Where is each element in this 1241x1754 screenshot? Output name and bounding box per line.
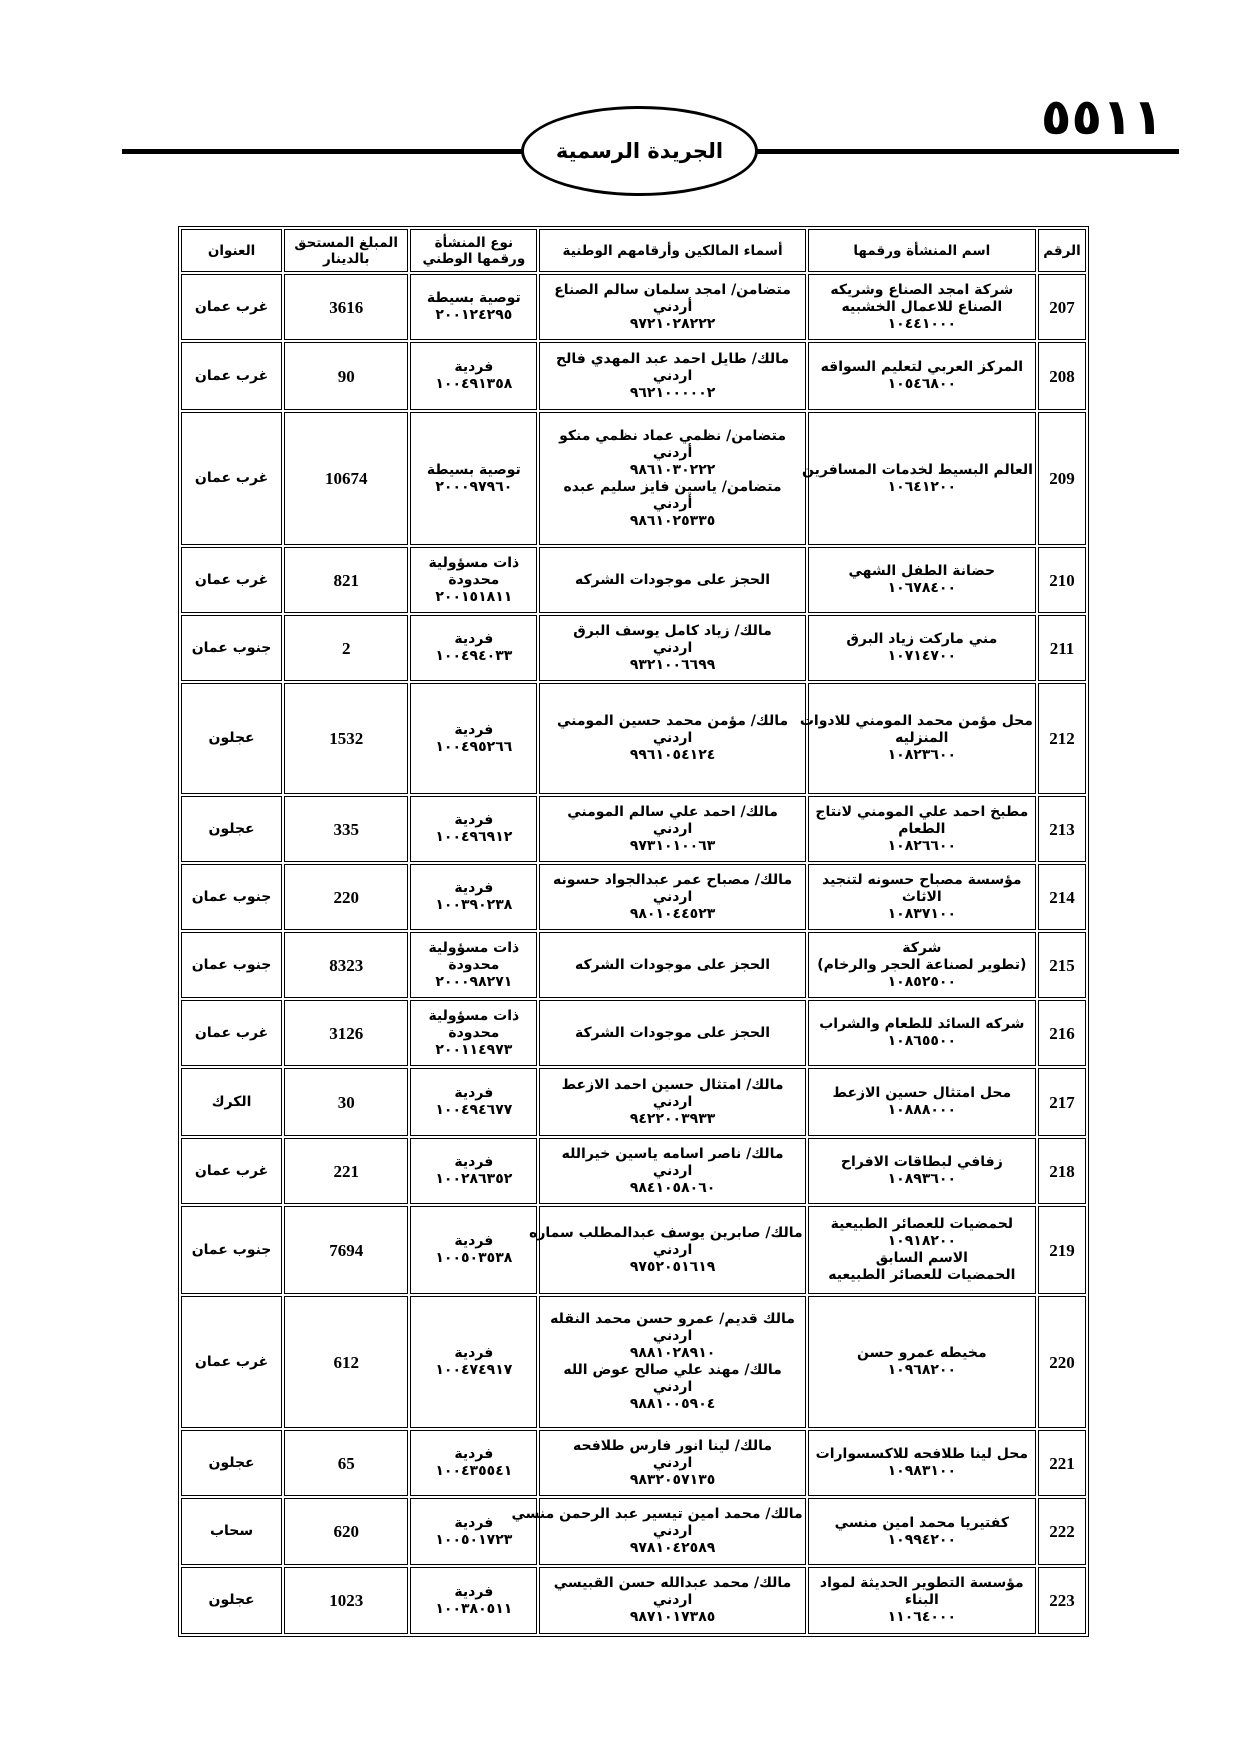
owners-line: اردني [652, 1523, 693, 1539]
cell-number: 223 [1038, 1567, 1086, 1634]
cell-address: غرب عمان [181, 274, 282, 340]
cell-owners [539, 1138, 805, 1204]
type-line: ١٠٠٥٠٣٥٣٨ [435, 1250, 513, 1266]
cell-owners [539, 1296, 805, 1428]
type-line: ١٠٠٤٧٤٩١٧ [435, 1362, 513, 1378]
owners-line: ٩٣٢١٠٠٦٦٩٩ [629, 656, 716, 673]
type-line: فردية [454, 1514, 494, 1531]
owners-line: ٩٨٧١٠١٧٣٨٥ [629, 1609, 716, 1625]
cell-owners [539, 547, 805, 613]
type-line: فردية [454, 1345, 494, 1361]
cell-owners [539, 615, 805, 681]
owners-line: مالك/ محمد امين تيسير عبد الرحمن منسي [511, 1506, 803, 1522]
cell-address: الكرك [181, 1068, 282, 1136]
cell-name [808, 1296, 1036, 1428]
cell-number: 219 [1038, 1206, 1086, 1294]
owners-line: ٩٤٢٢٠٠٣٩٣٣ [629, 1110, 716, 1127]
owners-line: مالك/ مهند علي صالح عوض الله [563, 1362, 782, 1378]
type-line: فردية [454, 880, 494, 896]
table-header [181, 229, 1086, 272]
name-line: ١٠٨٢٦٦٠٠ [887, 837, 956, 854]
table-row [181, 1498, 1086, 1565]
name-line: الصناع للاعمال الخشبيه [841, 298, 1003, 315]
name-line: شركه السائد للطعام والشراب [819, 1016, 1025, 1032]
name-line: ١٠٩١٨٢٠٠ [887, 1233, 956, 1249]
column-header-owners [539, 229, 805, 272]
cell-type [410, 1000, 537, 1066]
cell-name [808, 1068, 1036, 1136]
table-body [181, 274, 1086, 1634]
cell-type [410, 412, 537, 545]
cell-address: عجلون [181, 1430, 282, 1496]
cell-name [808, 1000, 1036, 1066]
cell-address: جنوب عمان [181, 1206, 282, 1294]
cell-name [808, 1498, 1036, 1565]
cell-address: غرب عمان [181, 1000, 282, 1066]
cell-name [808, 547, 1036, 613]
name-line: زفافي لبطاقات الافراح [840, 1154, 1003, 1170]
name-line: ١٠٨٦٥٥٠٠ [887, 1033, 956, 1049]
cell-owners [539, 796, 805, 862]
owners-line: ٩٨٦١٠٣٠٢٢٢ [629, 461, 716, 478]
cell-number: 212 [1038, 683, 1086, 794]
type-line: توصية بسيطة [426, 290, 521, 306]
table-row [181, 683, 1086, 794]
owners-line: أردني [652, 298, 693, 315]
owners-line: ٩٨٤١٠٥٨٠٦٠ [629, 1179, 716, 1196]
column-header-address [181, 229, 282, 272]
cell-amount: 65 [284, 1430, 408, 1496]
name-line: حضانة الطفل الشهي [848, 563, 996, 579]
type-line: ١٠٠٣٩٠٢٣٨ [435, 897, 513, 913]
cell-name [808, 1430, 1036, 1496]
column-header-line: الرقم [1043, 242, 1081, 259]
cell-type [410, 1296, 537, 1428]
cell-amount: 220 [284, 864, 408, 930]
table-row [181, 864, 1086, 930]
name-line: كفتيريا محمد امين منسي [834, 1514, 1009, 1531]
type-line: فردية [454, 631, 494, 647]
name-line: الحمضيات للعصائر الطبيعيه [828, 1267, 1016, 1283]
table-row [181, 796, 1086, 862]
name-line: مطبخ احمد علي المومني لانتاج [815, 803, 1029, 820]
cell-amount: 335 [284, 796, 408, 862]
name-line: ١٠٤٤١٠٠٠ [887, 315, 956, 332]
owners-line: مالك/ طايل احمد عبد المهدي فالح [556, 350, 790, 367]
type-line: ١٠٠٤٩٥٢٦٦ [435, 738, 513, 755]
table-row [181, 547, 1086, 613]
column-header-line: اسم المنشأة ورقمها [853, 242, 991, 259]
cell-number: 210 [1038, 547, 1086, 613]
table-row [181, 1138, 1086, 1204]
header-row [181, 229, 1086, 272]
cell-type [410, 274, 537, 340]
type-line: ٢٠٠٠٩٨٢٧١ [435, 973, 513, 990]
name-line: محل امتثال حسين الازعط [832, 1085, 1012, 1101]
cell-number: 208 [1038, 342, 1086, 410]
name-line: العالم البسيط لخدمات المسافرين [802, 461, 1033, 478]
cell-amount: 821 [284, 547, 408, 613]
cell-name [808, 615, 1036, 681]
cell-amount: 221 [284, 1138, 408, 1204]
type-line: ١٠٠٤٩٤٦٧٧ [435, 1102, 513, 1118]
cell-name [808, 1567, 1036, 1634]
name-line: محل لينا طلافحه للاكسسوارات [815, 1446, 1029, 1462]
type-line: فردية [454, 1085, 494, 1101]
column-header-amount [284, 229, 408, 272]
cell-number: 216 [1038, 1000, 1086, 1066]
owners-line: اردني [652, 367, 693, 384]
cell-name [799, 683, 1036, 794]
owners-line: اردني [652, 1379, 693, 1395]
cell-amount: 8323 [284, 932, 408, 998]
owners-line: الحجز على موجودات الشركه [575, 956, 771, 973]
owners-line: اردني [652, 820, 693, 837]
type-line: فردية [454, 1154, 494, 1170]
type-line: ٢٠٠١١٤٩٧٣ [435, 1041, 513, 1058]
gazette-masthead-oval [521, 106, 758, 196]
cell-address: جنوب عمان [181, 864, 282, 930]
cell-number: 207 [1038, 274, 1086, 340]
owners-line: ٩٨٨١٠٠٥٩٠٤ [629, 1396, 716, 1412]
name-line: البناء [904, 1592, 939, 1608]
type-line: ٢٠٠٠٩٧٩٦٠ [435, 478, 513, 495]
owners-line: ٩٩٦١٠٥٤١٢٤ [629, 747, 716, 763]
owners-line: متضامن/ امجد سلمان سالم الصناع [554, 281, 791, 298]
type-line: توصية بسيطة [426, 461, 521, 478]
type-line: ١٠٠٣٨٠٥١١ [435, 1600, 513, 1617]
owners-line: اردني [652, 1328, 693, 1344]
cell-type [410, 932, 537, 998]
cell-address: غرب عمان [181, 1138, 282, 1204]
owners-line: ٩٦٢١٠٠٠٠٠٢ [629, 384, 716, 401]
gazette-title: الجريدة الرسمية [555, 139, 724, 163]
cell-address: عجلون [181, 796, 282, 862]
name-line: محل مؤمن محمد المومني للادوات [799, 713, 1033, 729]
type-line: فردية [454, 1583, 494, 1600]
table-row [181, 1206, 1086, 1294]
cell-amount: 1532 [284, 683, 408, 794]
cell-address: جنوب عمان [181, 932, 282, 998]
owners-line: مالك/ ناصر اسامه ياسين خيرالله [561, 1145, 784, 1162]
name-line: المركز العربي لتعليم السواقه [820, 359, 1024, 375]
owners-line: اردني [652, 1162, 693, 1179]
table-row [181, 615, 1086, 681]
column-header-line: المبلغ المستحق [294, 234, 398, 251]
table-row [181, 412, 1086, 545]
registry-table-container [178, 226, 1089, 1637]
owners-line: مالك/ زياد كامل يوسف البرق [573, 622, 772, 639]
owners-line: مالك/ احمد علي سالم المومني [567, 803, 778, 820]
name-line: مؤسسة مصباح حسونه لتنجيد [822, 871, 1022, 888]
cell-number: 213 [1038, 796, 1086, 862]
cell-amount: 620 [284, 1498, 408, 1565]
name-line: ١٠٨٣٧١٠٠ [887, 905, 956, 922]
cell-address: غرب عمان [181, 1296, 282, 1428]
cell-name [808, 932, 1036, 998]
cell-address: غرب عمان [181, 547, 282, 613]
owners-line: ٩٨٨١٠٢٨٩١٠ [629, 1345, 716, 1361]
cell-address: سحاب [181, 1498, 282, 1565]
cell-number: 217 [1038, 1068, 1086, 1136]
owners-line: اردني [652, 730, 693, 746]
cell-type [410, 615, 537, 681]
name-line: ١٠٨٥٢٥٠٠ [887, 973, 956, 990]
owners-line: مالك/ صابرين يوسف عبدالمطلب سماره [529, 1224, 803, 1241]
cell-type [410, 1068, 537, 1136]
cell-owners [539, 1430, 805, 1496]
type-line: ١٠٠٢٨٦٣٥٢ [435, 1171, 513, 1187]
type-line: ٢٠٠١٥١٨١١ [435, 588, 513, 605]
type-line: ١٠٠٤٩١٣٥٨ [435, 376, 513, 392]
owners-line: مالك/ مؤمن محمد حسين المومني [556, 713, 789, 729]
cell-number: 209 [1038, 412, 1086, 545]
cell-amount: 7694 [284, 1206, 408, 1294]
type-line: ذات مسؤولية [428, 939, 520, 956]
cell-type [410, 864, 537, 930]
cell-amount: 10674 [284, 412, 408, 545]
cell-owners [539, 342, 805, 410]
owners-line: ٩٧٢١٠٢٨٢٢٢ [629, 315, 716, 332]
cell-owners [539, 683, 805, 794]
type-line: فردية [454, 812, 494, 828]
cell-number: 222 [1038, 1498, 1086, 1565]
type-line: ٢٠٠١٢٤٢٩٥ [435, 307, 513, 323]
column-header-type [410, 229, 537, 272]
type-line: ١٠٠٤٩٦٩١٢ [435, 829, 513, 845]
cell-owners [539, 412, 805, 545]
type-line: فردية [454, 1233, 494, 1249]
name-line: ١٠٩٩٤٢٠٠ [887, 1531, 956, 1548]
page-number: ٥٥١١ [1040, 88, 1163, 146]
cell-type [410, 1567, 537, 1634]
column-header-line: ورقمها الوطني [422, 250, 526, 267]
owners-line: ٩٧٨١٠٤٢٥٨٩ [629, 1540, 716, 1556]
column-header-line: بالدينار [322, 250, 370, 267]
name-line: ١٠٨٩٣٦٠٠ [887, 1171, 956, 1187]
cell-name [808, 1138, 1036, 1204]
cell-name [802, 412, 1036, 545]
table-row [181, 274, 1086, 340]
table-row [181, 1296, 1086, 1428]
cell-type [410, 1206, 537, 1294]
cell-number: 215 [1038, 932, 1086, 998]
table-row [181, 1430, 1086, 1496]
type-line: محدودة [448, 1024, 500, 1041]
name-line: لحمضيات للعصائر الطبيعية [830, 1216, 1014, 1232]
name-line: ١٠٥٤٦٨٠٠ [887, 376, 956, 392]
cell-owners [539, 864, 805, 930]
type-line: فردية [454, 1446, 494, 1462]
owners-line: متضامن/ ياسين فايز سليم عبده [563, 478, 782, 495]
owners-line: اردني [652, 1093, 693, 1110]
name-line: الطعام [898, 820, 946, 837]
owners-line: أردني [652, 444, 693, 461]
cell-owners [539, 1000, 805, 1066]
table-row [181, 1068, 1086, 1136]
owners-line: ٩٧٣١٠١٠٠٦٣ [629, 837, 716, 854]
name-line: ١٠٩٨٣١٠٠ [887, 1463, 956, 1479]
table-row [181, 1567, 1086, 1634]
cell-address: غرب عمان [181, 342, 282, 410]
cell-type [410, 1138, 537, 1204]
cell-type [410, 1430, 537, 1496]
cell-amount: 3616 [284, 274, 408, 340]
name-line: ١٠٨٢٣٦٠٠ [887, 747, 956, 763]
table-row [181, 1000, 1086, 1066]
cell-name [808, 796, 1036, 862]
column-header-line: أسماء المالكين وأرقامهم الوطنية [562, 242, 783, 259]
cell-address: عجلون [181, 683, 282, 794]
owners-line: ٩٨٦١٠٢٥٣٣٥ [629, 512, 716, 529]
type-line: ذات مسؤولية [428, 1007, 520, 1024]
owners-line: ٩٨٠١٠٤٤٥٢٣ [629, 905, 716, 922]
type-line: ١٠٠٤٩٤٠٣٣ [435, 648, 513, 664]
type-line: محدودة [448, 571, 500, 588]
owners-line: اردني [652, 1454, 693, 1471]
owners-line: اردني [652, 639, 693, 656]
cell-type [410, 796, 537, 862]
cell-amount: 30 [284, 1068, 408, 1136]
owners-line: اردني [652, 888, 693, 905]
cell-owners [539, 1567, 805, 1634]
owners-line: ٩٨٣٢٠٥٧١٣٥ [629, 1471, 716, 1488]
owners-line: مالك/ امتثال حسين احمد الازعط [561, 1076, 784, 1093]
cell-type [410, 342, 537, 410]
cell-number: 211 [1038, 615, 1086, 681]
name-line: ١٠٨٨٨٠٠٠ [887, 1102, 956, 1118]
cell-address: جنوب عمان [181, 615, 282, 681]
type-line: ١٠٠٤٣٥٥٤١ [435, 1463, 513, 1479]
name-line: مخيطه عمرو حسن [857, 1345, 987, 1361]
type-line: فردية [454, 721, 494, 738]
cell-number: 220 [1038, 1296, 1086, 1428]
owners-line: مالك/ مصباح عمر عبدالجواد حسونه [552, 871, 793, 888]
cell-number: 218 [1038, 1138, 1086, 1204]
cell-amount: 3126 [284, 1000, 408, 1066]
name-line: ١٠٧١٤٧٠٠ [887, 648, 956, 664]
owners-line: مالك/ لينا انور فارس طلافحه [573, 1437, 773, 1454]
cell-owners [539, 1068, 805, 1136]
name-line: (تطوير لصناعة الحجر والرخام) [817, 956, 1027, 973]
type-line: ذات مسؤولية [428, 554, 520, 571]
cell-owners [511, 1498, 805, 1565]
type-line: فردية [454, 359, 494, 375]
name-line: ١٠٦٧٨٤٠٠ [887, 580, 956, 596]
table-row [181, 342, 1086, 410]
name-line: مني ماركت زياد البرق [846, 631, 998, 647]
cell-address: عجلون [181, 1567, 282, 1634]
cell-number: 214 [1038, 864, 1086, 930]
owners-line: أردني [652, 495, 693, 512]
owners-line: اردني [652, 1241, 693, 1258]
name-line: شركة [902, 939, 942, 956]
name-line: شركة امجد الصناع وشريكه [830, 281, 1014, 298]
type-line: ١٠٠٥٠١٧٢٣ [435, 1531, 513, 1548]
type-line: محدودة [448, 956, 500, 973]
cell-amount: 612 [284, 1296, 408, 1428]
owners-line: اردني [652, 1592, 693, 1608]
name-line: الاثاث [901, 888, 942, 905]
cell-amount: 2 [284, 615, 408, 681]
cell-owners [529, 1206, 805, 1294]
name-line: الاسم السابق [875, 1250, 968, 1266]
name-line: ١١٠٦٤٠٠٠ [887, 1609, 956, 1625]
cell-name [808, 1206, 1036, 1294]
column-header-line: العنوان [207, 242, 256, 259]
name-line: مؤسسة التطوير الحديثة لمواد [819, 1575, 1024, 1591]
cell-name [808, 864, 1036, 930]
owners-line: مالك/ محمد عبدالله حسن القبيسي [553, 1575, 792, 1591]
cell-type [410, 683, 537, 794]
owners-line: ٩٧٥٢٠٥١٦١٩ [629, 1258, 716, 1275]
table-row [181, 932, 1086, 998]
cell-name [808, 342, 1036, 410]
name-line: ١٠٦٤١٢٠٠ [887, 478, 956, 495]
cell-number: 221 [1038, 1430, 1086, 1496]
name-line: المنزليه [895, 730, 949, 746]
cell-amount: 1023 [284, 1567, 408, 1634]
registry-table [178, 226, 1089, 1637]
owners-line: مالك قديم/ عمرو حسن محمد النقله [550, 1311, 795, 1327]
owners-line: الحجز على موجودات الشركة [575, 1024, 771, 1041]
cell-owners [539, 274, 805, 340]
cell-owners [539, 932, 805, 998]
column-header-number [1038, 229, 1086, 272]
name-line: ١٠٩٦٨٢٠٠ [887, 1362, 956, 1378]
column-header-line: نوع المنشأة [434, 234, 514, 251]
cell-type [410, 547, 537, 613]
cell-amount: 90 [284, 342, 408, 410]
owners-line: الحجز على موجودات الشركه [575, 571, 771, 588]
cell-name [808, 274, 1036, 340]
owners-line: متضامن/ نظمي عماد نظمي منكو [559, 427, 786, 444]
cell-address: غرب عمان [181, 412, 282, 545]
column-header-name [808, 229, 1036, 272]
